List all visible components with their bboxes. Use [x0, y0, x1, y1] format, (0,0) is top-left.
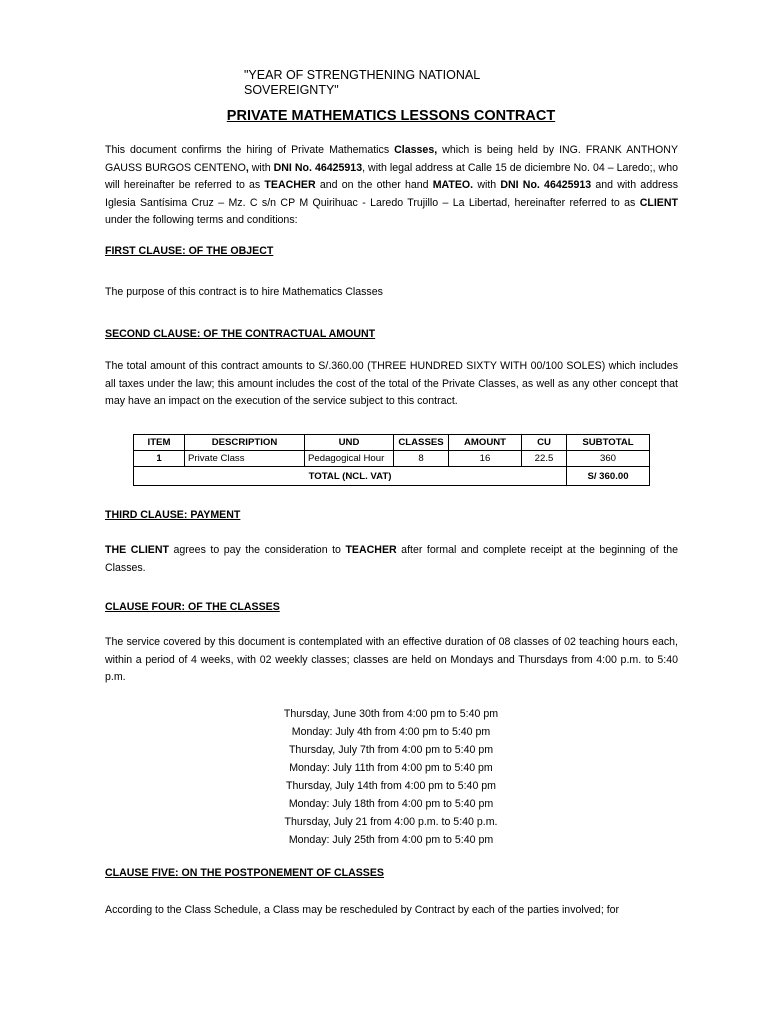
table-cell: Private Class [185, 451, 305, 467]
intro-text: and with address Iglesia Santísima Cruz – Mz. C s/n CP M Quirihuac - Laredo Trujillo – La Libertad, hereinafter referred to as [105, 179, 678, 209]
intro-bold: CLIENT [639, 196, 678, 209]
clause-text: agrees to pay the consideration to [168, 544, 346, 556]
table-cell: 8 [394, 451, 449, 467]
intro-text: with [473, 179, 501, 192]
intro-bold: DNI No. 46425913 [500, 179, 592, 192]
table-header: DESCRIPTION [185, 435, 305, 451]
table-total-row [134, 467, 650, 486]
table-cell: 1 [134, 451, 185, 467]
schedule-item: Thursday, July 7th from 4:00 pm to 5:40 pm [288, 744, 494, 756]
intro-bold: , [245, 161, 249, 174]
intro-bold: Classes, [394, 144, 438, 156]
clause-heading-first: FIRST CLAUSE: OF THE OBJECT [105, 245, 274, 257]
table-header: CLASSES [394, 435, 449, 451]
document-title: PRIVATE MATHEMATICS LESSONS CONTRACT [226, 108, 556, 124]
schedule-item: Monday: July 18th from 4:00 pm to 5:40 pm [288, 798, 494, 810]
schedule-item: Thursday, July 14th from 4:00 pm to 5:40 pm [285, 780, 496, 792]
class-schedule [0, 705, 768, 849]
clause-heading-fifth: CLAUSE FIVE: ON THE POSTPONEMENT OF CLASSES [105, 867, 384, 879]
table-header-row [134, 435, 650, 451]
clause-text-third [105, 542, 678, 577]
table-header: AMOUNT [449, 435, 522, 451]
clause-text-fifth: According to the Class Schedule, a Class may be rescheduled by Contract by each of the parties involved; for [105, 904, 620, 916]
intro-text: and on the other hand [315, 179, 433, 192]
schedule-item: Monday: July 11th from 4:00 pm to 5:40 pm [289, 762, 493, 774]
intro-text: , with legal address at Calle 15 de diciembre No. 04 – Laredo;, who will hereinafter be referred to as [105, 161, 678, 192]
clause-bold: TEACHER [345, 544, 397, 556]
table-total-label: TOTAL (NCL. VAT) [134, 467, 567, 486]
table-cell: 22.5 [522, 451, 567, 467]
clause-bold: THE CLIENT [105, 544, 169, 556]
table-header: UND [305, 435, 394, 451]
clause-heading-third: THIRD CLAUSE: PAYMENT [105, 509, 241, 521]
intro-paragraph [105, 142, 678, 230]
intro-text: This document confirms the hiring of Private Mathematics [105, 144, 395, 156]
clause-heading-fourth: CLAUSE FOUR: OF THE CLASSES [105, 601, 280, 613]
table-header: SUBTOTAL [567, 435, 650, 451]
schedule-item: Thursday, July 21 from 4:00 p.m. to 5:40 p.m. [284, 816, 498, 828]
table-header: CU [522, 435, 567, 451]
table-cell: 360 [567, 451, 650, 467]
table-row [134, 451, 650, 467]
table-total-value: S/ 360.00 [567, 467, 650, 486]
table-header: ITEM [134, 435, 185, 451]
intro-bold: MATEO. [432, 179, 474, 192]
clause-text: after formal and complete receipt at the beginning of the Classes. [105, 544, 678, 574]
clause-heading-second: SECOND CLAUSE: OF THE CONTRACTUAL AMOUNT [105, 328, 376, 340]
table-cell: 16 [449, 451, 522, 467]
clause-text-second: The total amount of this contract amounts to S/.360.00 (THREE HUNDRED SIXTY WITH 00/100 SOLES) which includes all taxes under the law; this amount includes the cost of the total of the Private Classes, as well as any other concept that may have an impact on the execution of the service subject to this contract. [105, 360, 678, 408]
schedule-item: Monday: July 4th from 4:00 pm to 5:40 pm [291, 726, 491, 738]
clause-text-first: The purpose of this contract is to hire Mathematics Classes [105, 286, 383, 298]
fee-table [133, 434, 650, 486]
intro-bold: TEACHER [264, 179, 316, 192]
year-motto: "YEAR OF STRENGTHENING NATIONAL SOVEREIGNTY" [244, 68, 480, 97]
intro-bold: DNI No. 46425913 [273, 161, 363, 174]
schedule-item: Thursday, June 30th from 4:00 pm to 5:40 pm [283, 708, 499, 720]
schedule-item: Monday: July 25th from 4:00 pm to 5:40 pm [288, 834, 494, 846]
intro-text: with [248, 161, 274, 174]
table-cell: Pedagogical Hour [305, 451, 394, 467]
intro-text: which is being held by ING. FRANK ANTHONY GAUSS BURGOS CENTENO [105, 144, 679, 174]
intro-text: under the following terms and conditions: [105, 214, 298, 227]
clause-text-fourth: The service covered by this document is contemplated with an effective duration of 08 classes of 02 teaching hours each, within a period of 4 weeks, with 02 weekly classes; classes are held on Mondays and Thursdays from 4:00 p.m. to 5:40 p.m. [105, 636, 678, 684]
